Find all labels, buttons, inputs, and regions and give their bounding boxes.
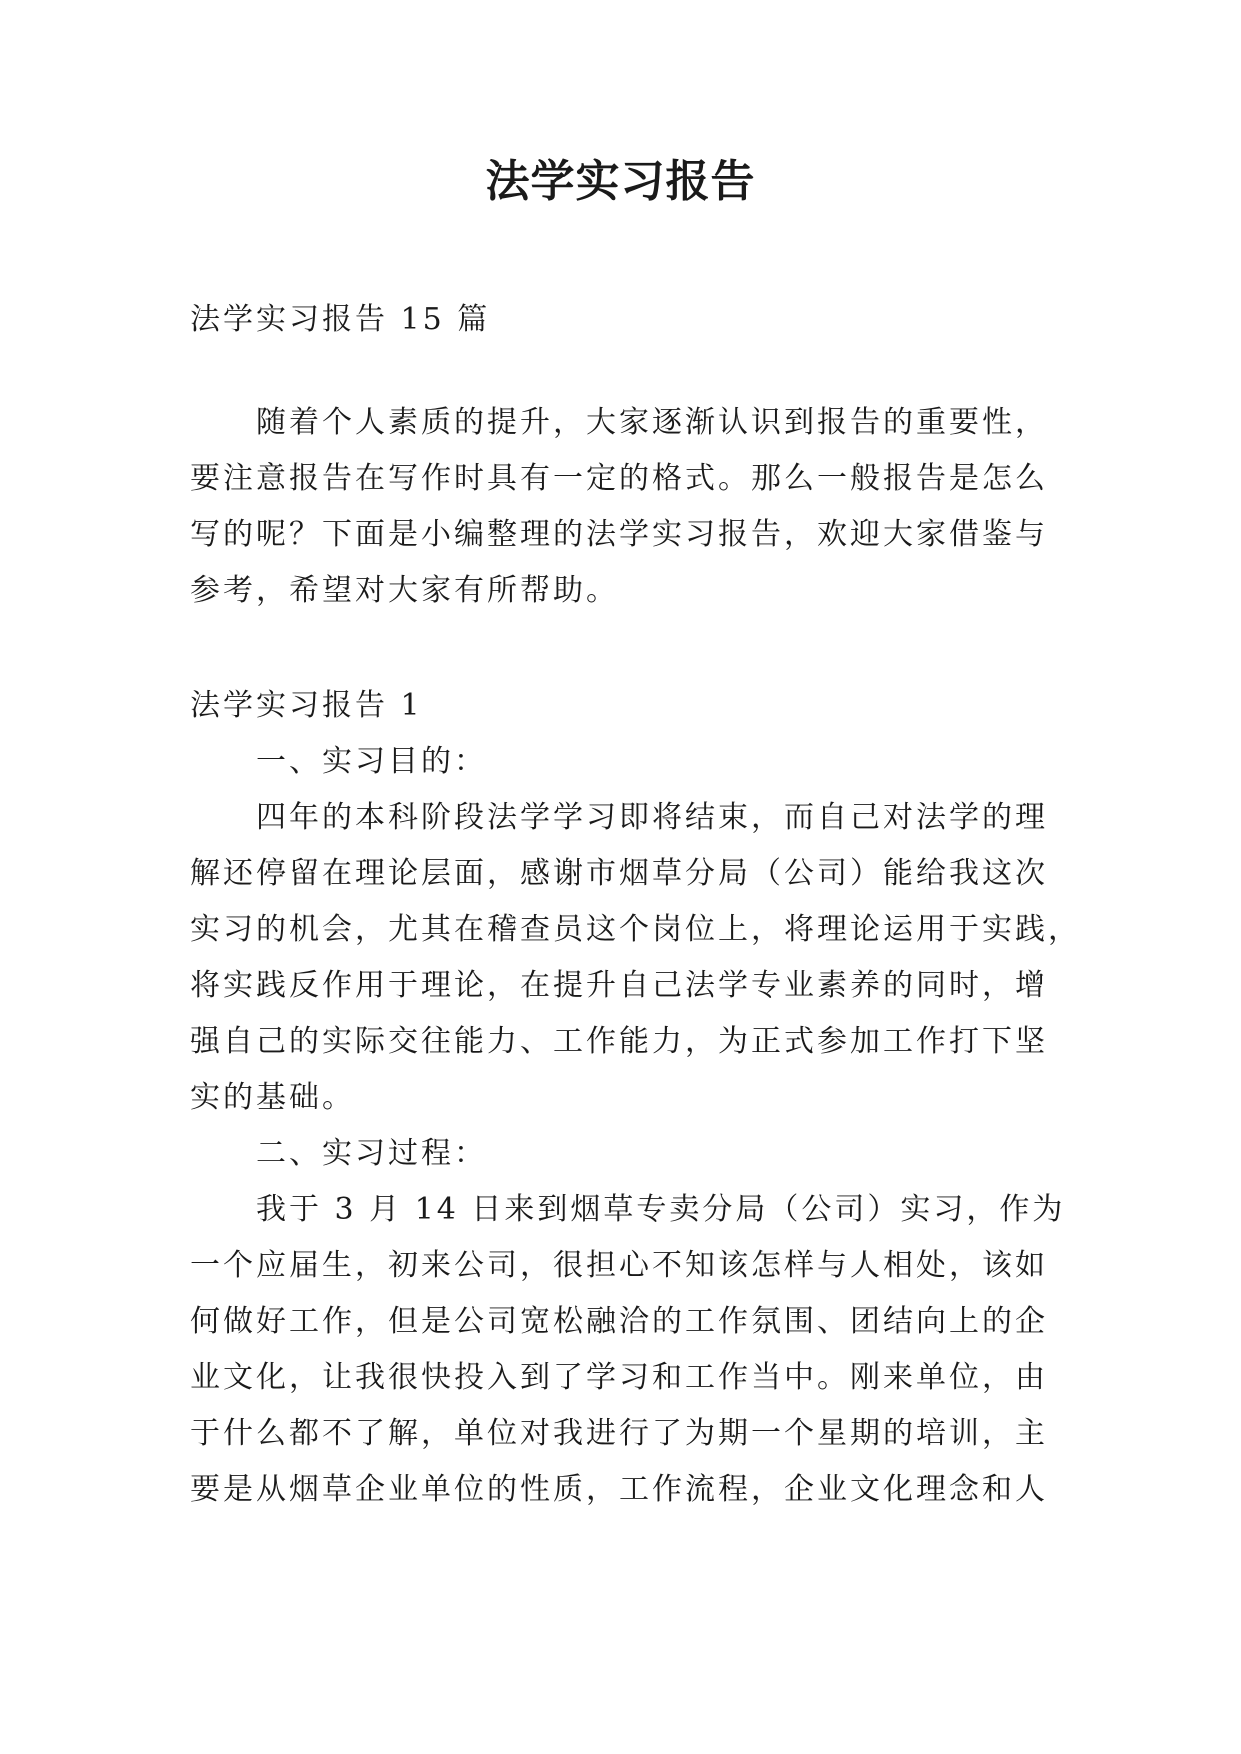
body-line: 一个应届生，初来公司，很担心不知该怎样与人相处，该如 xyxy=(190,1248,1048,1283)
body-line: 四年的本科阶段法学学习即将结束，而自己对法学的理 xyxy=(256,800,1048,835)
body-line: 何做好工作，但是公司宽松融洽的工作氛围、团结向上的企 xyxy=(190,1304,1048,1339)
part-heading: 二、实习过程： xyxy=(256,1136,487,1171)
intro-line: 写的呢？下面是小编整理的法学实习报告，欢迎大家借鉴与 xyxy=(190,517,1048,552)
section-heading: 法学实习报告 1 xyxy=(190,688,423,723)
document-title: 法学实习报告 xyxy=(485,156,756,207)
part-heading: 一、实习目的： xyxy=(256,744,487,779)
intro-line: 要注意报告在写作时具有一定的格式。那么一般报告是怎么 xyxy=(190,461,1048,496)
body-line: 于什么都不了解，单位对我进行了为期一个星期的培训，主 xyxy=(190,1416,1048,1451)
body-line: 强自己的实际交往能力、工作能力，为正式参加工作打下坚 xyxy=(190,1024,1048,1059)
body-line: 要是从烟草企业单位的性质，工作流程，企业文化理念和人 xyxy=(190,1472,1048,1507)
document-subtitle: 法学实习报告 15 篇 xyxy=(190,302,491,337)
intro-line: 随着个人素质的提升，大家逐渐认识到报告的重要性， xyxy=(256,405,1048,440)
body-line: 我于 3 月 14 日来到烟草专卖分局（公司）实习，作为 xyxy=(256,1192,1066,1227)
body-line: 业文化，让我很快投入到了学习和工作当中。刚来单位，由 xyxy=(190,1360,1048,1395)
body-line: 解还停留在理论层面，感谢市烟草分局（公司）能给我这次 xyxy=(190,856,1048,891)
body-line: 实习的机会，尤其在稽查员这个岗位上，将理论运用于实践， xyxy=(190,912,1081,947)
body-line: 实的基础。 xyxy=(190,1080,355,1115)
body-line: 将实践反作用于理论，在提升自己法学专业素养的同时，增 xyxy=(190,968,1048,1003)
intro-line: 参考，希望对大家有所帮助。 xyxy=(190,573,619,608)
